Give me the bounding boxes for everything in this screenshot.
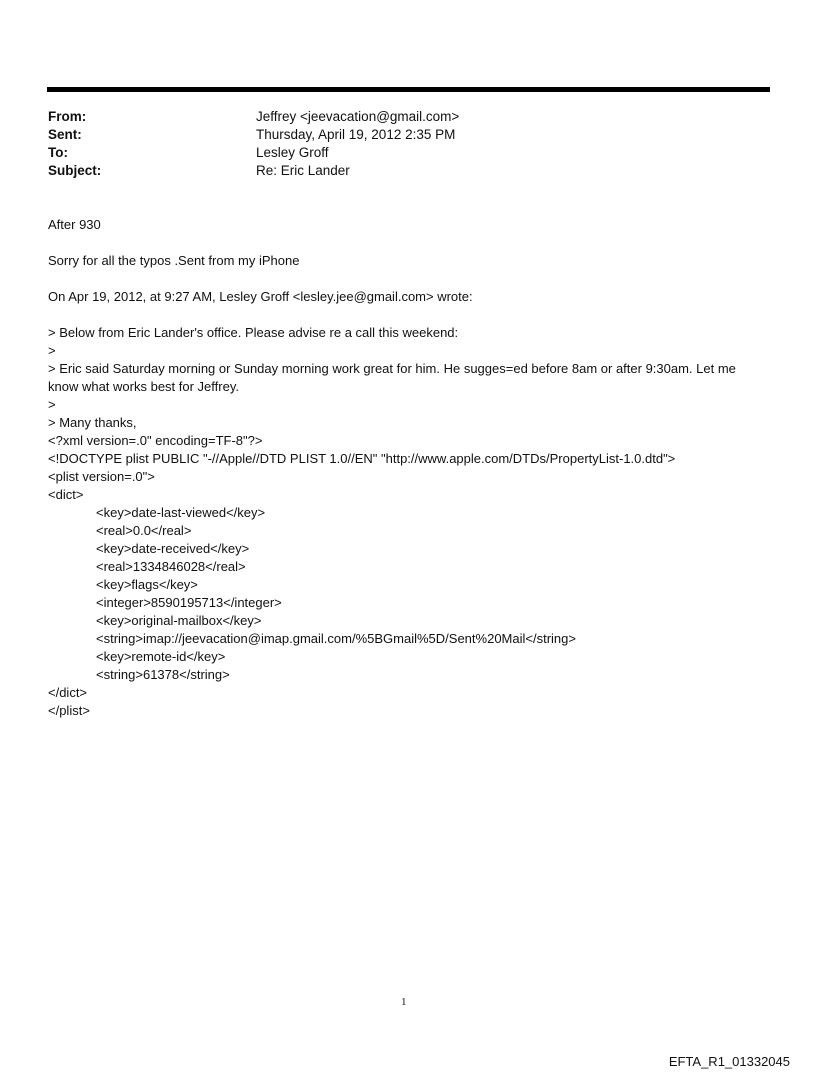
- quoted-line: know what works best for Jeffrey.: [48, 379, 239, 394]
- body-line: On Apr 19, 2012, at 9:27 AM, Lesley Groff <lesley.jee@gmail.com> wrote:: [48, 289, 473, 304]
- quoted-line: > Eric said Saturday morning or Sunday morning work great for him. He sugges=ed before 8am or after 9:30am. Let me: [48, 361, 736, 376]
- subject-label: Subject:: [48, 163, 102, 178]
- sent-value: Thursday, April 19, 2012 2:35 PM: [256, 127, 456, 142]
- quoted-line: >: [48, 343, 56, 358]
- subject-value: Re: Eric Lander: [256, 163, 350, 178]
- xml-line: <!DOCTYPE plist PUBLIC "-//Apple//DTD PLIST 1.0//EN" "http://www.apple.com/DTDs/PropertyList-1.0.dtd">: [48, 451, 676, 466]
- to-value: Lesley Groff: [256, 145, 329, 160]
- from-row: [48, 108, 748, 126]
- xml-line: <string>61378</string>: [96, 667, 230, 682]
- body-line: Sorry for all the typos .Sent from my iPhone: [48, 253, 300, 268]
- sent-label: Sent:: [48, 127, 82, 142]
- xml-line: <string>imap://jeevacation@imap.gmail.com/%5BGmail%5D/Sent%20Mail</string>: [96, 631, 576, 646]
- xml-line: <real>0.0</real>: [96, 523, 192, 538]
- subject-row: [48, 162, 748, 180]
- document-id: EFTA_R1_01332045: [668, 1054, 790, 1069]
- xml-line: <?xml version=.0" encoding=TF-8"?>: [48, 433, 263, 448]
- to-row: [48, 144, 748, 162]
- quoted-line: >: [48, 397, 56, 412]
- xml-line: </dict>: [48, 685, 88, 700]
- body-line: After 930: [48, 217, 101, 232]
- from-value: Jeffrey <jeevacation@gmail.com>: [256, 109, 460, 124]
- xml-line: <key>original-mailbox</key>: [96, 613, 262, 628]
- quoted-line: > Many thanks,: [48, 415, 137, 430]
- quoted-line: > Below from Eric Lander's office. Please advise re a call this weekend:: [48, 325, 459, 340]
- xml-line: <key>remote-id</key>: [96, 649, 226, 664]
- xml-line: <key>date-last-viewed</key>: [96, 505, 266, 520]
- sent-row: [48, 126, 748, 144]
- xml-line: <plist version=.0">: [48, 469, 155, 484]
- xml-line: <integer>8590195713</integer>: [96, 595, 282, 610]
- to-label: To:: [48, 145, 68, 160]
- header-divider: [47, 87, 770, 92]
- xml-line: </plist>: [48, 703, 90, 718]
- from-label: From:: [48, 109, 87, 124]
- page-number: 1: [401, 996, 407, 1008]
- xml-line: <key>flags</key>: [96, 577, 198, 592]
- xml-line: <real>1334846028</real>: [96, 559, 246, 574]
- xml-line: <key>date-received</key>: [96, 541, 250, 556]
- xml-line: <dict>: [48, 487, 84, 502]
